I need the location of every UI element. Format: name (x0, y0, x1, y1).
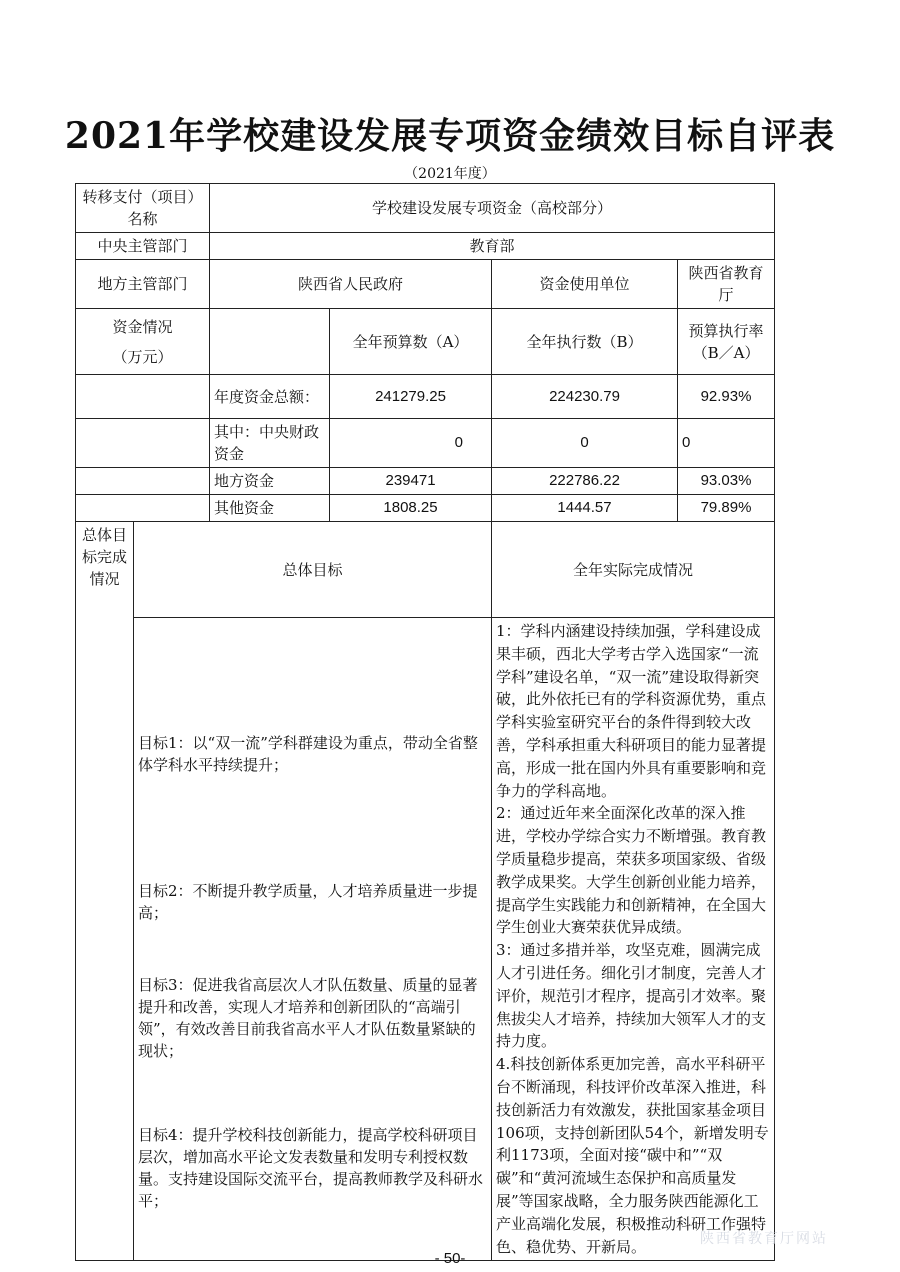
fund-item-rate: 93.03% (678, 468, 775, 495)
col-a-header: 全年预算数（A） (330, 309, 492, 375)
results-cell (492, 618, 775, 1261)
fund-item-label: 其中：中央财政资金 (210, 419, 330, 468)
table-row (76, 375, 775, 419)
transfer-label: 转移支付（项目）名称 (76, 184, 210, 233)
fund-item-label: 其他资金 (210, 495, 330, 522)
goals-cell (134, 618, 492, 1261)
funds-unit: （万元） (112, 347, 173, 366)
table-row (76, 419, 775, 468)
funds-empty (76, 419, 210, 468)
goal-item: 目标4：提升学校科技创新能力，提高学校科研项目层次，增加高水平论文发表数量和发明专利授权数量。支持建设国际交流平台，提高教师教学及科研水平； (138, 1125, 484, 1210)
funds-label-cell (76, 309, 210, 375)
goal-item: 目标2：不断提升教学质量，人才培养质量进一步提高； (138, 881, 478, 922)
result-item: 1：学科内涵建设持续加强，学科建设成果丰硕，西北大学考古学入选国家“一流学科”建设名单，“双一流”建设取得新突破，此外依托已有的学科资源优势，重点学科实验室研究平台的条件得到较大改善，学科承担重大科研项目的能力显著提高，形成一批在国内外具有重要影响和竞争力的学科高地。 (496, 622, 767, 800)
funds-empty (76, 375, 210, 419)
watermark-text: 陕西省教育厅网站 (700, 1231, 828, 1247)
central-dept-value: 教育部 (210, 233, 775, 260)
col-rate-header: 预算执行率（B／A） (678, 309, 775, 375)
row-transfer (76, 184, 775, 233)
fund-item-a: 1808.25 (330, 495, 492, 522)
col-b-header: 全年执行数（B） (492, 309, 678, 375)
funds-label: 资金情况 (112, 317, 173, 336)
fund-item-a: 239471 (330, 468, 492, 495)
result-item: 4.科技创新体系更加完善，高水平科研平台不断涌现，科技评价改革深入推进，科技创新活力有效激发，获批国家基金项目106项，支持创新团队54个，新增发明专利1173项，全面对接“碳中和”“双碳”和“黄河流域生态保护和高质量发展”等国家战略，全力服务陕西能源化工产业高端化发展，积极推动科研工作强特色、稳优势、开新局。 (496, 1055, 769, 1256)
fund-item-a: 241279.25 (330, 375, 492, 419)
local-dept-value: 陕西省人民政府 (210, 260, 492, 309)
user-unit-label: 资金使用单位 (492, 260, 678, 309)
local-dept-label: 地方主管部门 (76, 260, 210, 309)
year-label: （2021年度） (404, 166, 496, 182)
row-central-dept (76, 233, 775, 260)
fund-item-a: 0 (330, 419, 492, 468)
result-item: 3：通过多措并举，攻坚克难，圆满完成人才引进任务。细化引才制度，完善人才评价，规范引才程序，提高引才效率。聚焦拔尖人才培养，持续加大领军人才的支持力度。 (496, 941, 767, 1051)
row-overall-header (76, 522, 775, 618)
overall-section-label: 总体目标完成情况 (76, 522, 134, 1261)
central-dept-label: 中央主管部门 (76, 233, 210, 260)
page-number: - 50- (434, 1250, 466, 1267)
funds-empty (76, 468, 210, 495)
transfer-value: 学校建设发展专项资金（高校部分） (210, 184, 775, 233)
goal-item: 目标1：以“双一流”学科群建设为重点，带动全省整体学科水平持续提升； (138, 733, 478, 774)
funds-blank (210, 309, 330, 375)
fund-item-rate: 79.89% (678, 495, 775, 522)
fund-item-b: 1444.57 (492, 495, 678, 522)
evaluation-table (75, 183, 775, 1261)
row-overall-body (76, 618, 775, 1261)
row-local-dept (76, 260, 775, 309)
page-title: 2021年学校建设发展专项资金绩效目标自评表 (64, 115, 836, 157)
fund-item-label: 地方资金 (210, 468, 330, 495)
fund-item-rate: 92.93% (678, 375, 775, 419)
fund-item-b: 0 (492, 419, 678, 468)
fund-item-rate: 0 (678, 419, 775, 468)
goal-item: 目标3：促进我省高层次人才队伍数量、质量的显著提升和改善，实现人才培养和创新团队的“高端引领”，有效改善目前我省高水平人才队伍数量紧缺的现状； (138, 975, 478, 1060)
fund-item-b: 222786.22 (492, 468, 678, 495)
user-unit-value: 陕西省教育厅 (678, 260, 775, 309)
funds-empty (76, 495, 210, 522)
table-row (76, 468, 775, 495)
table-row (76, 495, 775, 522)
fund-item-b: 224230.79 (492, 375, 678, 419)
fund-item-label: 年度资金总额： (210, 375, 330, 419)
result-item: 2：通过近年来全面深化改革的深入推进，学校办学综合实力不断增强。教育教学质量稳步提高，荣获多项国家级、省级教学成果奖。大学生创新创业能力培养，提高学生实践能力和创新精神，在全国大学生创业大赛荣获优异成绩。 (496, 804, 767, 937)
goal-header: 总体目标 (134, 522, 492, 618)
result-header: 全年实际完成情况 (492, 522, 775, 618)
row-funds-header (76, 309, 775, 375)
